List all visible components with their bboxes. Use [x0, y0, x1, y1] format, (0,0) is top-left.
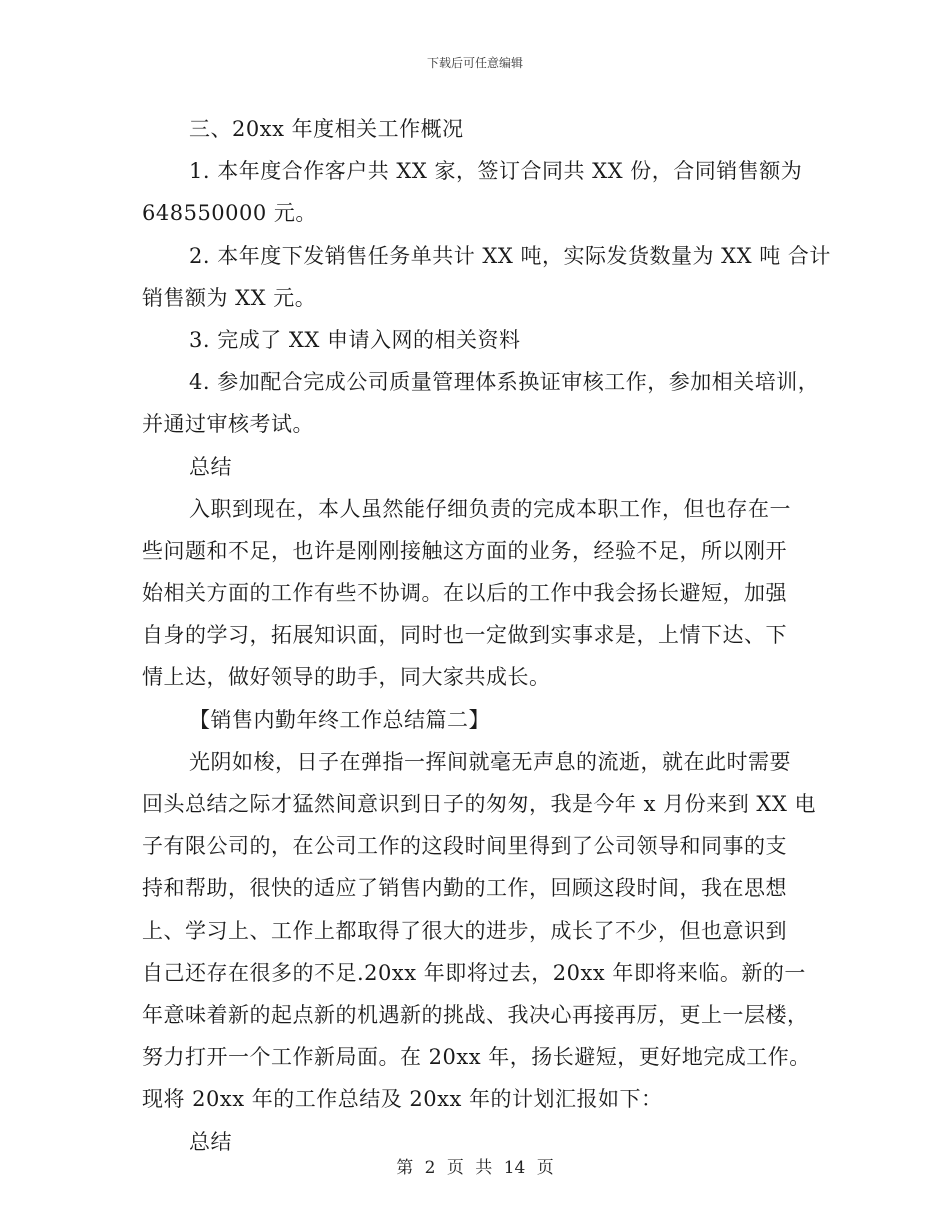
- paragraph-line: 情上达，做好领导的助手，同大家共成长。: [142, 665, 551, 690]
- header-note: 下载后可任意编辑: [426, 56, 523, 70]
- paragraph-line: 上、学习上、工作上都取得了很大的进步，成长了不少，但也意识到: [142, 918, 787, 943]
- paragraph-line: 回头总结之际才猛然间意识到日子的匆匆，我是今年 x 月份来到 XX 电: [142, 792, 816, 816]
- paragraph-line: 自身的学习，拓展知识面，同时也一定做到实事求是，上情下达、下: [142, 623, 787, 648]
- subheading: 总结: [189, 1129, 232, 1154]
- paragraph-line: 2. 本年度下发销售任务单共计 XX 吨，实际发货数量为 XX 吨 合计: [189, 243, 831, 268]
- paragraph-line: 现将 20xx 年的工作总结及 20xx 年的计划汇报如下：: [142, 1087, 663, 1112]
- paragraph-line: 648550000 元。: [142, 201, 317, 226]
- document-body: [142, 108, 831, 1163]
- paragraph-line: 始相关方面的工作有些不协调。在以后的工作中我会扬长避短，加强: [142, 581, 787, 606]
- paragraph-line: 3. 完成了 XX 申请入网的相关资料: [189, 327, 521, 352]
- paragraph-line: 子有限公司的，在公司工作的这段时间里得到了公司领导和同事的支: [142, 834, 787, 859]
- paragraph-line: 1. 本年度合作客户共 XX 家，签订合同共 XX 份，合同销售额为: [189, 159, 803, 184]
- paragraph-line: 自己还存在很多的不足.20xx 年即将过去，20xx 年即将来临。新的一: [142, 960, 806, 985]
- page-number: 第 2 页 共 14 页: [396, 1158, 554, 1178]
- section-heading: 三、20xx 年度相关工作概况: [189, 117, 464, 141]
- paragraph-line: 持和帮助，很快的适应了销售内勤的工作，回顾这段时间，我在思想: [142, 876, 787, 901]
- paragraph-line: 4. 参加配合完成公司质量管理体系换证审核工作，参加相关培训，: [189, 370, 820, 395]
- paragraph-line: 销售额为 XX 元。: [142, 285, 317, 310]
- subheading: 总结: [189, 454, 232, 479]
- paragraph-line: 努力打开一个工作新局面。在 20xx 年，扬长避短，更好地完成工作。: [142, 1045, 811, 1070]
- paragraph-line: 并通过审核考试。: [142, 412, 314, 437]
- paragraph-line: 入职到现在，本人虽然能仔细负责的完成本职工作，但也存在一: [189, 496, 791, 521]
- paragraph-line: 光阴如梭，日子在弹指一挥间就毫无声息的流逝，就在此时需要: [189, 749, 791, 774]
- paragraph-line: 些问题和不足，也许是刚刚接触这方面的业务，经验不足，所以刚开: [142, 538, 787, 563]
- paragraph-line: 年意味着新的起点新的机遇新的挑战、我决心再接再厉，更上一层楼，: [142, 1002, 809, 1027]
- section-title: 【销售内勤年终工作总结篇二】: [189, 707, 490, 732]
